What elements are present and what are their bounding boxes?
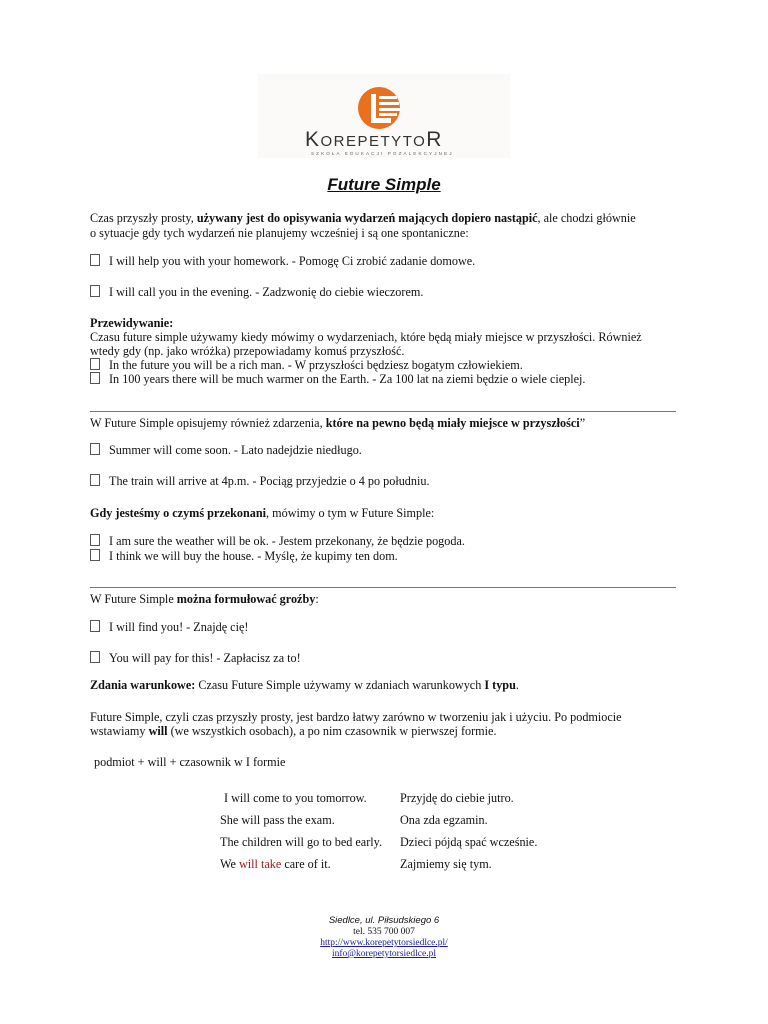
bullet-icon: [90, 549, 100, 561]
brand-tagline: SZKOŁA EDUKACJI POZALEKCYJNEJ: [311, 151, 454, 156]
certain-text: W Future Simple opisujemy również zdarzenia,: [90, 416, 326, 430]
footer-email: [0, 949, 768, 959]
threats-bold: można formułować groźby: [176, 592, 316, 606]
address-text: Siedlce, ul. Piłsudskiego 6: [328, 915, 440, 926]
example-text: I will find you! - Znajdę cię!: [109, 620, 249, 634]
convinced-text: , mówimy o tym w Future Simple:: [266, 506, 435, 520]
formation-line-1: Future Simple, czyli czas przyszły prosty, jest bardzo łatwy zarówno w tworzeniu jak i użyciu. Po podmiocie: [90, 710, 622, 724]
intro-line-2: o sytuacje gdy tych wydarzeń nie planujemy wcześniej i są one spontaniczne:: [90, 226, 469, 240]
list-item: [90, 549, 680, 564]
list-item: [90, 620, 680, 635]
footer-phone: tel. 535 700 007: [353, 927, 415, 937]
divider: [90, 587, 676, 588]
list-item: [90, 358, 680, 373]
footer-url: [0, 938, 768, 948]
convinced-bold: Gdy jesteśmy o czymś przekonani: [90, 506, 267, 520]
formation-line-2: [90, 724, 680, 739]
bullet-icon: [90, 651, 100, 663]
example-en: I will come to you tomorrow.: [224, 791, 367, 805]
example-text: I think we will buy the house. - Myślę, że kupimy ten dom.: [109, 549, 398, 563]
list-item: [90, 285, 680, 300]
conditionals-text-end: .: [515, 678, 519, 692]
conditionals-line: [90, 678, 680, 693]
bullet-icon: [90, 285, 100, 297]
threats-text: W Future Simple: [90, 592, 177, 606]
example-pre: We: [220, 857, 239, 871]
conditionals-bold-type: I typu: [484, 678, 516, 692]
conditionals-text: Czasu Future Simple używamy w zdaniach warunkowych: [195, 678, 485, 692]
list-item: [90, 651, 680, 666]
threats-text-end: :: [315, 592, 319, 606]
list-item: [90, 474, 680, 489]
formation-text: wstawiamy: [90, 724, 149, 738]
example-text: In 100 years there will be much warmer on the Earth. - Za 100 lat na ziemi będzie o wiele cieplej.: [109, 372, 586, 386]
certain-bold: które na pewno będą miały miejsce w przyszłości: [325, 416, 580, 430]
list-item: [90, 443, 680, 458]
example-en: She will pass the exam.: [220, 813, 335, 827]
example-text: You will pay for this! - Zapłacisz za to!: [109, 651, 301, 665]
bullet-icon: [90, 534, 100, 546]
example-text: I will help you with your homework. - Pomogę Ci zrobić zadanie domowe.: [109, 254, 476, 268]
formula: podmiot + will + czasownik w I formie: [94, 755, 286, 769]
threats-line: [90, 592, 680, 607]
intro-text: Czas przyszły prosty,: [90, 211, 197, 225]
prediction-line-2: wtedy gdy (np. jako wróżka) przepowiadamy komuś przyszłość.: [90, 344, 405, 358]
list-item: [90, 254, 680, 269]
bullet-icon: [90, 474, 100, 486]
example-en: The children will go to bed early.: [220, 835, 382, 849]
formation-text-end: (we wszystkich osobach), a po nim czasownik w pierwszej formie.: [167, 724, 497, 738]
highlighted-verb: will take: [238, 857, 282, 871]
example-pl: Zajmiemy się tym.: [400, 857, 492, 871]
intro-line-1: [90, 211, 680, 226]
certain-line: [90, 416, 680, 431]
prediction-line-1: Czasu future simple używamy kiedy mówimy o wydarzeniach, które będą miały miejsce w przyszłości. Również: [90, 330, 642, 344]
footer-address: [0, 916, 768, 926]
example-text: Summer will come soon. - Lato nadejdzie niedługo.: [109, 443, 362, 457]
example-post: care of it.: [281, 857, 331, 871]
intro-bold: używany jest do opisywania wydarzeń mających dopiero nastąpić: [196, 211, 538, 225]
bullet-icon: [90, 372, 100, 384]
korepetytor-logo-icon: [357, 86, 407, 130]
divider: [90, 411, 676, 412]
example-pl: Przyjdę do ciebie jutro.: [400, 791, 514, 805]
example-pl: Ona zda egzamin.: [400, 813, 488, 827]
convinced-line: [90, 506, 680, 521]
example-text: In the future you will be a rich man. - W przyszłości będziesz bogatym człowiekiem.: [109, 358, 523, 372]
example-text: The train will arrive at 4p.m. - Pociąg przyjedzie o 4 po południu.: [109, 474, 430, 488]
bullet-icon: [90, 254, 100, 266]
brand-name: KorepetytoR: [305, 128, 443, 151]
formation-bold: will: [148, 724, 168, 738]
email-link[interactable]: info@korepetytorsiedlce.pl: [332, 949, 436, 959]
list-item: [90, 372, 680, 387]
conditionals-bold: Zdania warunkowe:: [90, 678, 196, 692]
bullet-icon: [90, 620, 100, 632]
intro-text-end: , ale chodzi głównie: [537, 211, 636, 225]
website-link[interactable]: http://www.korepetytorsiedlce.pl/: [320, 938, 448, 948]
list-item: [90, 534, 680, 549]
bullet-icon: [90, 443, 100, 455]
example-text: I will call you in the evening. - Zadzwonię do ciebie wieczorem.: [109, 285, 424, 299]
bullet-icon: [90, 358, 100, 370]
section-heading: Przewidywanie:: [90, 316, 174, 330]
page-title: Future Simple: [327, 175, 441, 194]
example-en-highlight: [220, 857, 331, 872]
certain-text-end: ”: [579, 416, 586, 430]
example-text: I am sure the weather will be ok. - Jestem przekonany, że będzie pogoda.: [109, 534, 465, 548]
example-pl: Dzieci pójdą spać wcześnie.: [400, 835, 538, 849]
